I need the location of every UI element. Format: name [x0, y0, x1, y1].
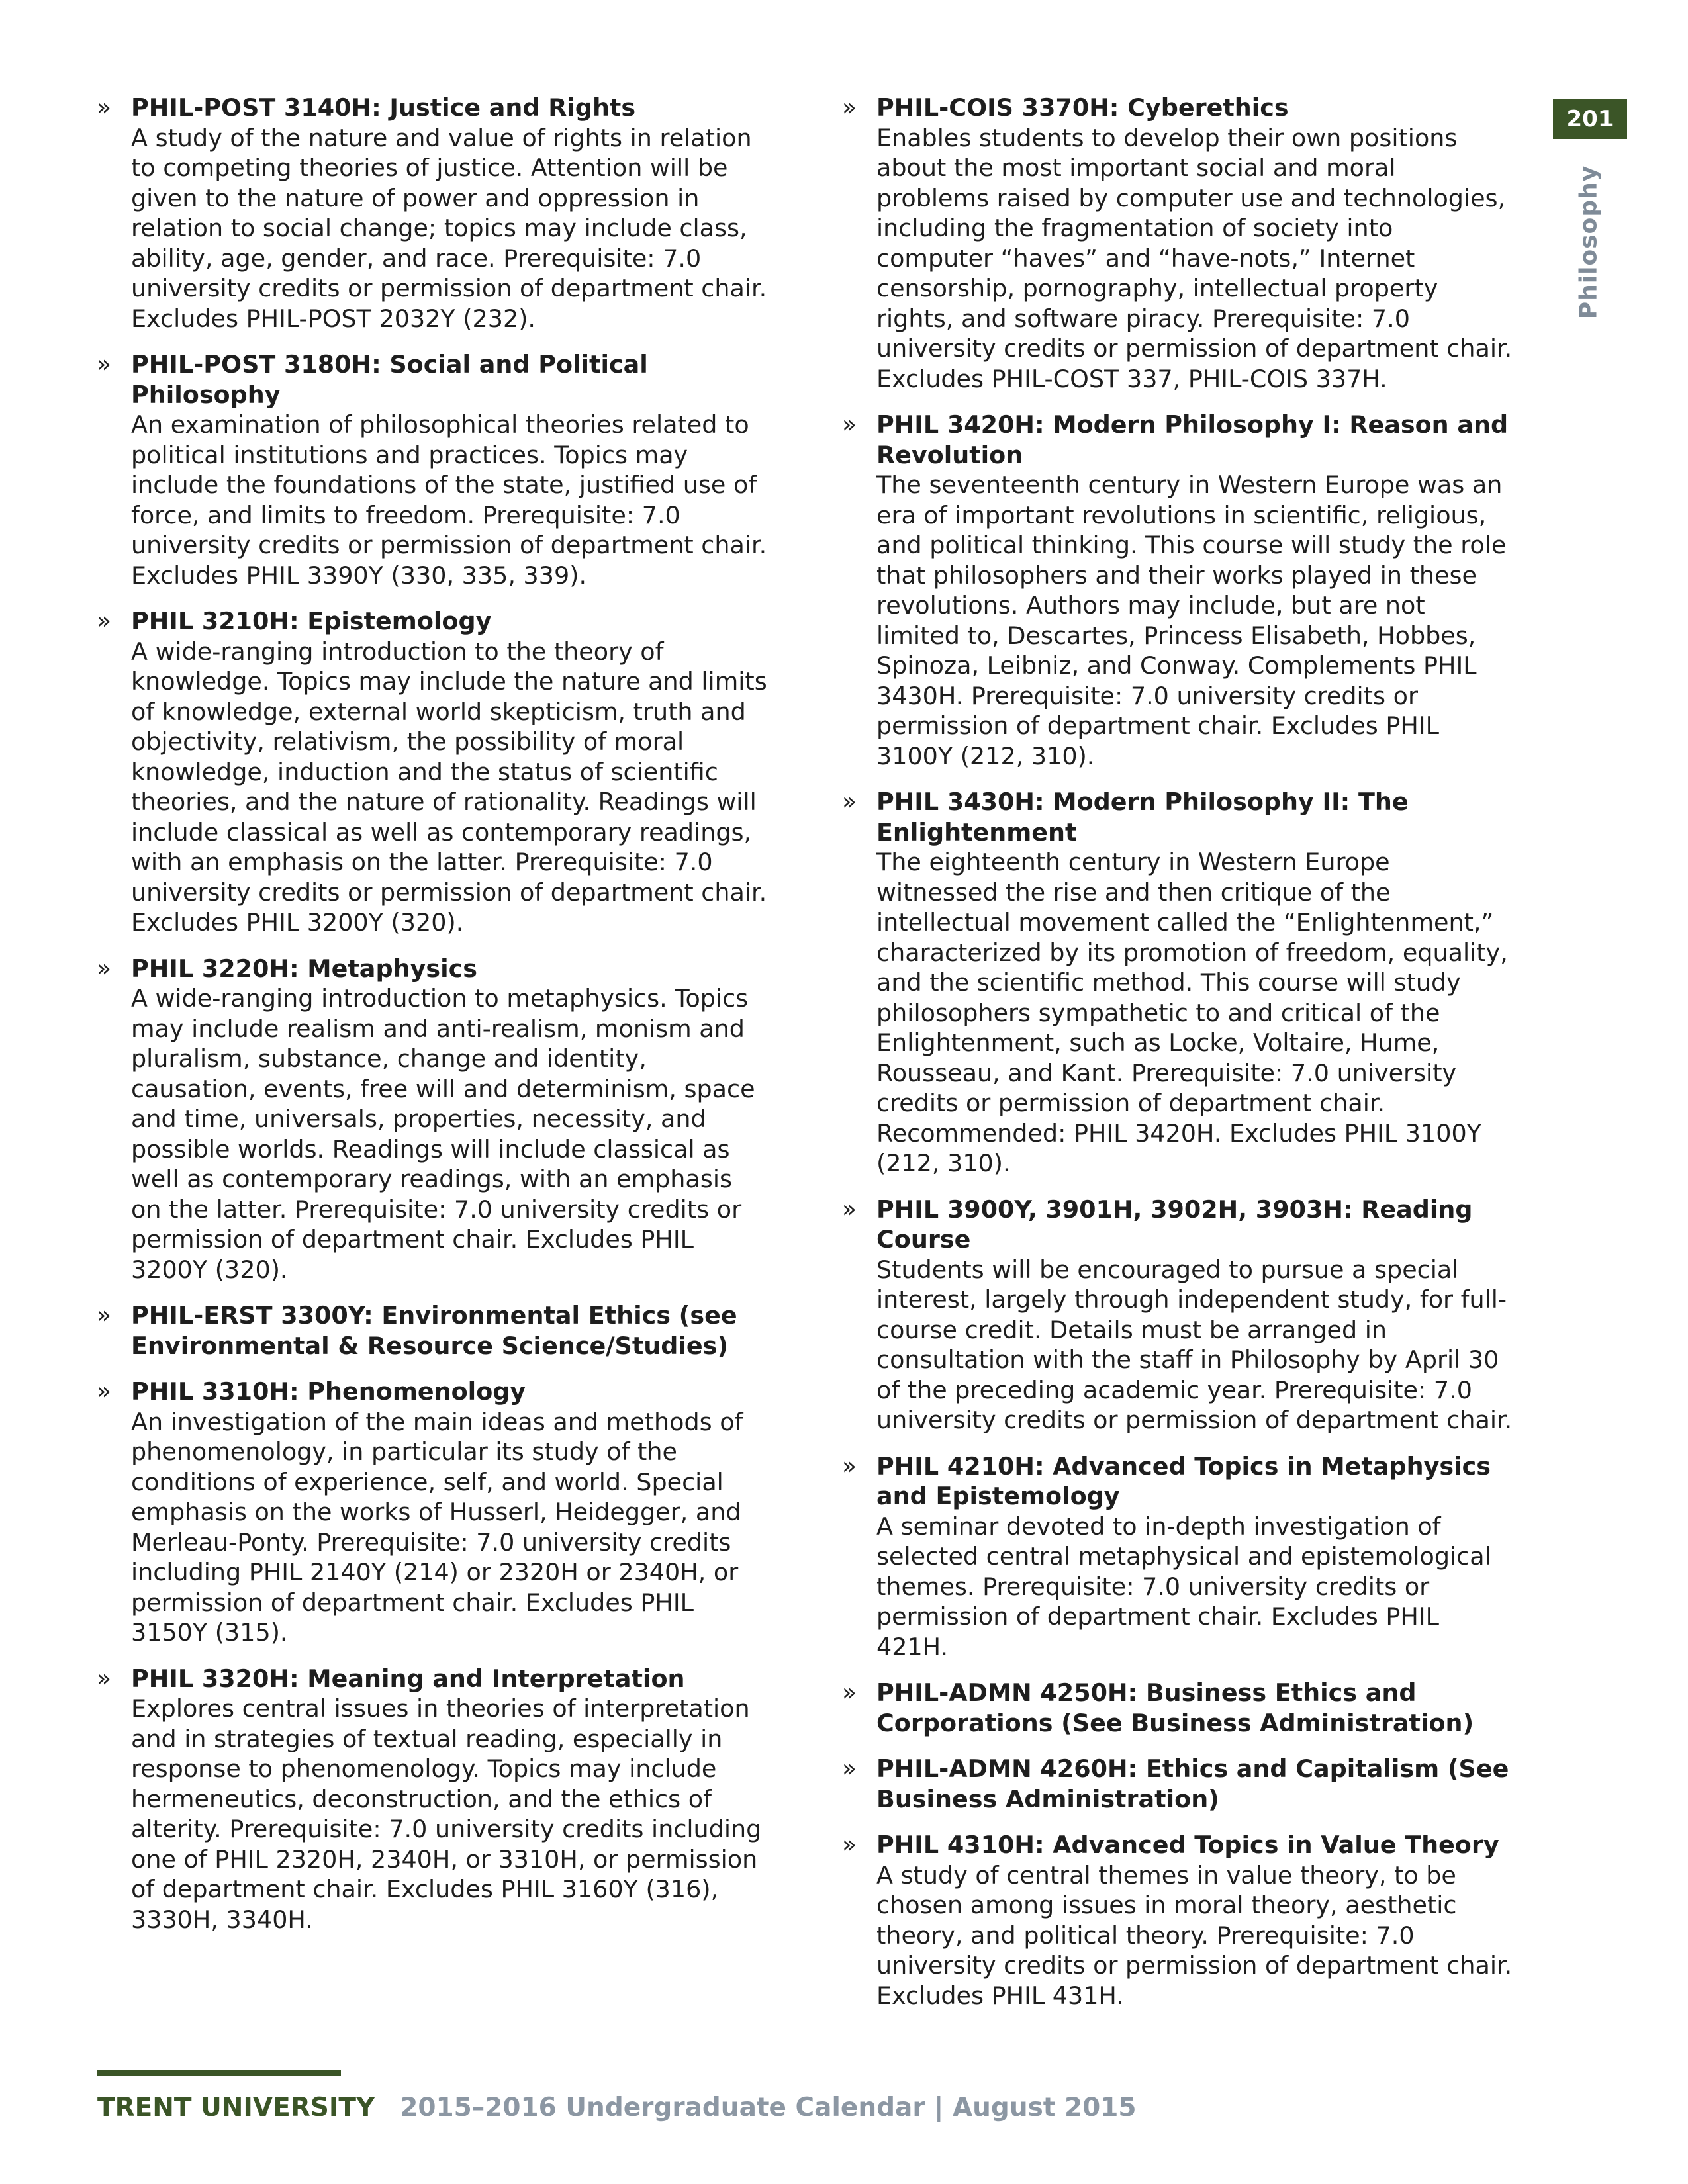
- course-description: An examination of philosophical theories related to political institutions and practices. Topics may include the foundations of the state, justified use of force, and limits to freedom. Prerequisite: 7.0 university credits or permission of department chair. Excludes PHIL 3390Y (330, 335, 339).: [131, 410, 767, 590]
- course-title: PHIL 4210H: Advanced Topics in Metaphysics and Epistemology: [876, 1451, 1491, 1510]
- course-title: PHIL 3900Y, 3901H, 3902H, 3903H: Reading Course: [876, 1195, 1473, 1253]
- course-entry: [94, 1300, 769, 1361]
- page-number-badge: 201: [1553, 99, 1627, 139]
- course-description: An investigation of the main ideas and methods of phenomenology, in particular its study of the conditions of experience, self, and world. Special emphasis on the works of Husserl, Heidegger, and Merleau-Ponty. Prerequisite: 7.0 university credits including PHIL 2140Y (214) or 2320H or 2340H, or permission of department chair. Excludes PHIL 3150Y (315).: [131, 1407, 743, 1647]
- bullet-icon: »: [97, 94, 112, 121]
- bullet-icon: »: [842, 1452, 857, 1480]
- course-title: PHIL 3210H: Epistemology: [131, 607, 492, 635]
- bullet-icon: »: [842, 1679, 857, 1706]
- bullet-icon: »: [842, 94, 857, 121]
- bullet-icon: »: [97, 1302, 112, 1329]
- bullet-icon: »: [842, 1195, 857, 1223]
- course-title: PHIL-POST 3140H: Justice and Rights: [131, 93, 636, 122]
- section-tab: [1549, 156, 1628, 328]
- section-tab-label: Philosophy: [1575, 165, 1603, 320]
- bullet-icon: »: [97, 1378, 112, 1405]
- course-description: A study of the nature and value of rights in relation to competing theories of justice. Attention will be given to the nature of power and oppression in relation to social change; topics may include class, ability, age, gender, and race. Prerequisite: 7.0 university credits or permission of department chair. Excludes PHIL-POST 2032Y (232).: [131, 123, 767, 333]
- bullet-icon: »: [97, 351, 112, 378]
- left-column: [94, 93, 769, 1950]
- course-title: PHIL 3220H: Metaphysics: [131, 954, 477, 983]
- course-title: PHIL-ADMN 4260H: Ethics and Capitalism (See Business Administration): [876, 1754, 1509, 1813]
- course-entry: [839, 1830, 1515, 2011]
- course-entry: [94, 606, 769, 938]
- course-entry: [839, 410, 1515, 771]
- course-description: The eighteenth century in Western Europe witnessed the rise and then critique of the intellectual movement called the “Enlightenment,” characterized by its promotion of freedom, equality, and the scientific method. This course will study philosophers sympathetic to and critical of the Enlightenment, such as Locke, Voltaire, Hume, Rousseau, and Kant. Prerequisite: 7.0 university credits or permission of department chair. Recommended: PHIL 3420H. Excludes PHIL 3100Y (212, 310).: [876, 848, 1508, 1177]
- course-title: PHIL-ADMN 4250H: Business Ethics and Corporations (See Business Administration): [876, 1678, 1474, 1737]
- course-entry: [94, 349, 769, 590]
- course-entry: [839, 1678, 1515, 1738]
- course-description: A study of central themes in value theory, to be chosen among issues in moral theory, aesthetic theory, and political theory. Prerequisite: 7.0 university credits or permission of department chair. Excludes PHIL 431H.: [876, 1860, 1513, 2010]
- bullet-icon: »: [97, 608, 112, 635]
- course-title: PHIL-POST 3180H: Social and Political Philosophy: [131, 350, 648, 409]
- footer-university: TRENT UNIVERSITY: [97, 2093, 375, 2122]
- course-title: PHIL 3430H: Modern Philosophy II: The Enlightenment: [876, 788, 1409, 846]
- course-description: A wide-ranging introduction to the theory of knowledge. Topics may include the nature and limits of knowledge, external world skepticism, truth and objectivity, relativism, the possibility of moral knowledge, induction and the status of scientific theories, and the nature of rationality. Readings will include classical as well as contemporary readings, with an emphasis on the latter. Prerequisite: 7.0 university credits or permission of department chair. Excludes PHIL 3200Y (320).: [131, 637, 767, 936]
- course-entry: [94, 93, 769, 334]
- course-description: Students will be encouraged to pursue a special interest, largely through independent study, for full-course credit. Details must be arranged in consultation with the staff in Philosophy by April 30 of the preceding academic year. Prerequisite: 7.0 university credits or permission of department chair.: [876, 1255, 1513, 1434]
- course-description: Explores central issues in theories of interpretation and in strategies of textual reading, especially in response to phenomenology. Topics may include hermeneutics, deconstruction, and the ethics of alterity. Prerequisite: 7.0 university credits including one of PHIL 2320H, 2340H, or 3310H, or permission of department chair. Excludes PHIL 3160Y (316), 3330H, 3340H.: [131, 1694, 762, 1934]
- course-entry: [94, 954, 769, 1285]
- course-entry: [94, 1377, 769, 1648]
- course-entry: [839, 1754, 1515, 1814]
- course-title: PHIL-ERST 3300Y: Environmental Ethics (see Environmental & Resource Science/Studies): [131, 1301, 737, 1360]
- course-description: A wide-ranging introduction to metaphysics. Topics may include realism and anti-realism, monism and pluralism, substance, change and identity, causation, events, free will and determinism, space and time, universals, properties, necessity, and possible worlds. Readings will include classical as well as contemporary readings, with an emphasis on the latter. Prerequisite: 7.0 university credits or permission of department chair. Excludes PHIL 3200Y (320).: [131, 984, 755, 1284]
- footer-calendar: 2015–2016 Undergraduate Calendar | August 2015: [400, 2093, 1137, 2122]
- right-column: [839, 93, 1515, 2026]
- course-description: A seminar devoted to in-depth investigation of selected central metaphysical and epistemological themes. Prerequisite: 7.0 university credits or permission of department chair. Excludes PHIL 421H.: [876, 1512, 1491, 1661]
- bullet-icon: »: [97, 954, 112, 982]
- footer: [97, 2091, 1137, 2124]
- course-entry: [839, 787, 1515, 1179]
- course-entry: [839, 1195, 1515, 1435]
- course-title: PHIL-COIS 3370H: Cyberethics: [876, 93, 1289, 122]
- bullet-icon: »: [97, 1664, 112, 1692]
- bullet-icon: »: [842, 411, 857, 438]
- course-description: Enables students to develop their own positions about the most important social and moral problems raised by computer use and technologies, including the fragmentation of society into computer “haves” and “have-nots,” Internet censorship, pornography, intellectual property rights, and software piracy. Prerequisite: 7.0 university credits or permission of department chair. Excludes PHIL-COST 337, PHIL-COIS 337H.: [876, 123, 1513, 393]
- course-description: The seventeenth century in Western Europe was an era of important revolutions in scientific, religious, and political thinking. This course will study the role that philosophers and their works played in these revolutions. Authors may include, but are not limited to, Descartes, Princess Elisabeth, Hobbes, Spinoza, Leibniz, and Conway. Complements PHIL 3430H. Prerequisite: 7.0 university credits or permission of department chair. Excludes PHIL 3100Y (212, 310).: [876, 471, 1507, 770]
- course-title: PHIL 3310H: Phenomenology: [131, 1377, 526, 1406]
- bullet-icon: »: [842, 1831, 857, 1858]
- bullet-icon: »: [842, 1755, 857, 1782]
- course-entry: [94, 1664, 769, 1935]
- course-entry: [839, 1451, 1515, 1662]
- course-title: PHIL 3420H: Modern Philosophy I: Reason and Revolution: [876, 410, 1509, 469]
- bullet-icon: »: [842, 788, 857, 815]
- course-title: PHIL 4310H: Advanced Topics in Value Theory: [876, 1831, 1499, 1859]
- course-entry: [839, 93, 1515, 394]
- course-title: PHIL 3320H: Meaning and Interpretation: [131, 1664, 685, 1693]
- footer-rule: [97, 2070, 341, 2076]
